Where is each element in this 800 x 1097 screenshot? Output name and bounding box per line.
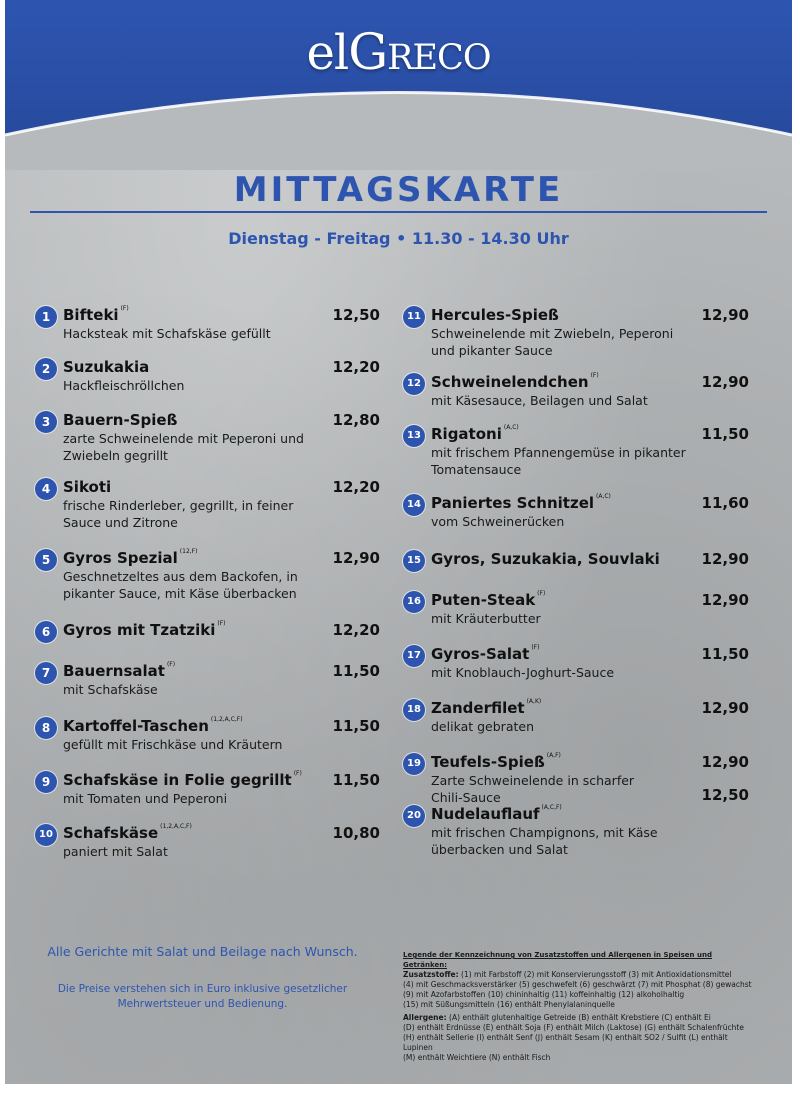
item-description bbox=[431, 610, 541, 627]
item-number-badge: 11 bbox=[403, 306, 425, 328]
title-divider bbox=[30, 211, 767, 213]
item-name bbox=[431, 591, 545, 609]
item-price: 11,50 bbox=[332, 717, 380, 735]
item-name-text: Schafskäse in Folie gegrillt bbox=[63, 771, 292, 789]
item-price: 11,50 bbox=[701, 425, 749, 443]
description-line: Schweinelende mit Zwiebeln, Peperoni bbox=[431, 326, 674, 341]
item-price: 12,50 bbox=[701, 786, 749, 804]
additives-label: Zusatzstoffe: bbox=[403, 970, 459, 979]
allergen-tag: (F) bbox=[166, 661, 176, 668]
menu-page bbox=[5, 0, 792, 1084]
item-name-text: Zanderfilet bbox=[431, 699, 525, 717]
description-line: Zwiebeln gegrillt bbox=[63, 448, 168, 463]
item-number-badge: 7 bbox=[35, 662, 57, 684]
item-name bbox=[63, 478, 111, 496]
item-number-badge: 17 bbox=[403, 645, 425, 667]
item-description bbox=[63, 736, 282, 753]
legend-allergens bbox=[403, 1013, 753, 1063]
description-line: Hackfleischröllchen bbox=[63, 378, 185, 393]
allergen-tag: (F) bbox=[590, 372, 599, 379]
description-line: zarte Schweinelende mit Peperoni und bbox=[63, 431, 304, 446]
item-name bbox=[63, 411, 177, 429]
item-number-badge: 5 bbox=[35, 549, 57, 571]
item-price: 12,20 bbox=[332, 478, 380, 496]
item-number-badge: 12 bbox=[403, 373, 425, 395]
description-line: mit Schafskäse bbox=[63, 682, 158, 697]
item-name bbox=[63, 824, 192, 842]
item-name bbox=[63, 662, 175, 680]
item-number-badge: 15 bbox=[403, 550, 425, 572]
item-name bbox=[431, 425, 519, 443]
item-name-text: Puten-Steak bbox=[431, 591, 536, 609]
item-number-badge: 3 bbox=[35, 411, 57, 433]
item-description bbox=[431, 444, 686, 478]
description-line: mit frischen Champignons, mit Käse bbox=[431, 825, 658, 840]
allergen-tag: (A,F) bbox=[546, 752, 561, 759]
item-name-text: Bifteki bbox=[63, 306, 119, 324]
description-line: mit Kräuterbutter bbox=[431, 611, 541, 626]
allergen-tag: (1,2,A,C,F) bbox=[210, 716, 243, 723]
allergen-tag: (A,C) bbox=[503, 424, 519, 431]
allergen-tag: (F) bbox=[120, 305, 129, 312]
item-number-badge: 16 bbox=[403, 591, 425, 613]
restaurant-logo bbox=[5, 22, 792, 82]
description-line: Geschnetzeltes aus dem Backofen, in bbox=[63, 569, 298, 584]
item-description bbox=[431, 325, 673, 359]
item-description bbox=[63, 681, 158, 698]
logo-el: el bbox=[306, 25, 349, 81]
price-note bbox=[30, 982, 375, 1012]
additives-line: (1) mit Farbstoff (2) mit Konservierungsstoff (3) mit Antioxidationsmittel bbox=[461, 970, 732, 979]
item-price: 12,90 bbox=[701, 306, 749, 324]
price-note-line-2: Mehrwertsteuer und Bedienung. bbox=[117, 998, 288, 1010]
description-line: paniert mit Salat bbox=[63, 844, 168, 859]
item-name-text: Suzukakia bbox=[63, 358, 150, 376]
allergens-label: Allergene: bbox=[403, 1013, 447, 1022]
allergens-line: (D) enthält Erdnüsse (E) enthält Soja (F) enthält Milch (Laktose) (G) enthält Schalenfrüchte bbox=[403, 1023, 744, 1032]
item-number-badge: 18 bbox=[403, 699, 425, 721]
item-name bbox=[63, 358, 149, 376]
item-number-badge: 20 bbox=[403, 805, 425, 827]
additives-line: (9) mit Azofarbstoffen (10) chininhaltig (11) koffeinhaltig (12) alkoholhaltig bbox=[403, 990, 685, 999]
additives-line: (4) mit Geschmacksverstärker (5) geschwefelt (6) geschwärzt (7) mit Phosphat (8) gewachst bbox=[403, 980, 752, 989]
item-price: 11,50 bbox=[332, 771, 380, 789]
allergen-tag: (F) bbox=[217, 620, 226, 627]
description-line: und pikanter Sauce bbox=[431, 343, 553, 358]
item-name-text: Gyros mit Tzatziki bbox=[63, 621, 216, 639]
item-description bbox=[431, 824, 658, 858]
description-line: Hacksteak mit Schafskäse gefüllt bbox=[63, 326, 271, 341]
item-number-badge: 13 bbox=[403, 425, 425, 447]
item-description bbox=[431, 513, 564, 530]
item-number-badge: 10 bbox=[35, 824, 57, 846]
item-name-text: Sikoti bbox=[63, 478, 112, 496]
logo-greco: Greco bbox=[348, 23, 491, 81]
allergen-tag: (A,K) bbox=[526, 698, 542, 705]
description-line: mit Tomaten und Peperoni bbox=[63, 791, 228, 806]
item-number-badge: 9 bbox=[35, 771, 57, 793]
item-name bbox=[431, 494, 611, 512]
description-line: Zarte Schweinelende in scharfer bbox=[431, 773, 635, 788]
item-number-badge: 4 bbox=[35, 478, 57, 500]
allergen-tag: (A,C,F) bbox=[541, 804, 562, 811]
item-name-text: Bauern-Spieß bbox=[63, 411, 178, 429]
item-price: 12,50 bbox=[332, 306, 380, 324]
item-name bbox=[431, 753, 561, 771]
item-price: 12,90 bbox=[332, 549, 380, 567]
description-line: delikat gebraten bbox=[431, 719, 534, 734]
item-name-text: Schafskäse bbox=[63, 824, 159, 842]
item-name-text: Schweinelendchen bbox=[431, 373, 589, 391]
description-line: gefüllt mit Frischkäse und Kräutern bbox=[63, 737, 283, 752]
allergen-tag: (F) bbox=[293, 770, 302, 777]
item-name bbox=[431, 373, 599, 391]
allergens-line: (M) enthält Weichtiere (N) enthält Fisch bbox=[403, 1053, 551, 1062]
item-name bbox=[431, 699, 541, 717]
opening-hours: Dienstag - Freitag • 11.30 - 14.30 Uhr bbox=[228, 229, 569, 248]
allergen-tag: (12,F) bbox=[179, 548, 198, 555]
legend-additives bbox=[403, 970, 753, 1010]
item-name bbox=[431, 645, 539, 663]
item-number-badge: 6 bbox=[35, 621, 57, 643]
item-price: 12,90 bbox=[701, 373, 749, 391]
allergen-tag: (F) bbox=[531, 644, 540, 651]
item-name-text: Kartoffel-Taschen bbox=[63, 717, 209, 735]
additives-line: (15) mit Süßungsmitteln (16) enthält Phenylalaninquelle bbox=[403, 1000, 615, 1009]
item-number-badge: 8 bbox=[35, 717, 57, 739]
item-description bbox=[431, 392, 648, 409]
item-price: 12,90 bbox=[701, 550, 749, 568]
item-price: 11,50 bbox=[332, 662, 380, 680]
description-line: mit frischem Pfannengemüse in pikanter bbox=[431, 445, 686, 460]
item-name-text: Rigatoni bbox=[431, 425, 502, 443]
item-description bbox=[63, 377, 184, 394]
item-name-text: Gyros-Salat bbox=[431, 645, 530, 663]
item-description bbox=[63, 843, 168, 860]
item-description bbox=[431, 772, 634, 806]
item-price: 12,90 bbox=[701, 699, 749, 717]
item-description bbox=[63, 568, 298, 602]
item-name bbox=[431, 306, 559, 324]
item-price: 11,50 bbox=[701, 645, 749, 663]
allergen-tag: (F) bbox=[537, 590, 546, 597]
description-line: überbacken und Salat bbox=[431, 842, 568, 857]
description-line: pikanter Sauce, mit Käse überbacken bbox=[63, 586, 297, 601]
item-description bbox=[63, 325, 271, 342]
item-name bbox=[63, 717, 243, 735]
item-description bbox=[431, 718, 534, 735]
item-number-badge: 2 bbox=[35, 358, 57, 380]
item-name-text: Nudelauflauf bbox=[431, 805, 540, 823]
item-name-text: Paniertes Schnitzel bbox=[431, 494, 595, 512]
item-price: 12,20 bbox=[332, 358, 380, 376]
item-price: 10,80 bbox=[332, 824, 380, 842]
item-price: 12,90 bbox=[701, 753, 749, 771]
item-price: 12,90 bbox=[701, 591, 749, 609]
description-line: Sauce und Zitrone bbox=[63, 515, 178, 530]
item-name-text: Hercules-Spieß bbox=[431, 306, 559, 324]
item-name bbox=[63, 771, 302, 789]
item-price: 12,20 bbox=[332, 621, 380, 639]
item-description bbox=[431, 664, 614, 681]
allergens-line: (H) enthält Sellerie (I) enthält Senf (J) enthält Sesam (K) enthält SO2 / Sulfit (L) enthält Lupinen bbox=[403, 1033, 728, 1052]
description-line: frische Rinderleber, gegrillt, in feiner bbox=[63, 498, 294, 513]
page-title: MITTAGSKARTE bbox=[233, 170, 564, 210]
description-line: mit Knoblauch-Joghurt-Sauce bbox=[431, 665, 615, 680]
item-number-badge: 1 bbox=[35, 306, 57, 328]
legend-heading: Legende der Kennzeichnung von Zusatzstoffen und Allergenen in Speisen und Getränken: bbox=[403, 951, 712, 969]
item-description bbox=[63, 430, 304, 464]
item-name bbox=[431, 805, 562, 823]
item-number-badge: 14 bbox=[403, 494, 425, 516]
item-name-text: Bauernsalat bbox=[63, 662, 165, 680]
description-line: mit Käsesauce, Beilagen und Salat bbox=[431, 393, 648, 408]
item-description bbox=[63, 497, 293, 531]
item-name-text: Teufels-Spieß bbox=[431, 753, 545, 771]
allergen-tag: (A,C) bbox=[596, 493, 611, 500]
item-description bbox=[63, 790, 227, 807]
footer-notes bbox=[30, 944, 375, 1010]
item-name bbox=[63, 549, 197, 567]
item-number-badge: 19 bbox=[403, 753, 425, 775]
item-name bbox=[63, 306, 129, 324]
allergens-line: (A) enthält glutenhaltige Getreide (B) enthält Krebstiere (C) enthält Ei bbox=[449, 1013, 711, 1022]
side-dish-note: Alle Gerichte mit Salat und Beilage nach Wunsch. bbox=[47, 944, 358, 959]
price-note-line-1: Die Preise verstehen sich in Euro inklusive gesetzlicher bbox=[57, 983, 348, 995]
allergen-tag: (1,2,A,C,F) bbox=[160, 823, 192, 830]
description-line: Tomatensauce bbox=[431, 462, 522, 477]
item-price: 12,80 bbox=[332, 411, 380, 429]
item-name-text: Gyros, Suzukakia, Souvlaki bbox=[431, 550, 660, 568]
item-name bbox=[431, 550, 660, 568]
item-name-text: Gyros Spezial bbox=[63, 549, 178, 567]
description-line: vom Schweinerücken bbox=[431, 514, 565, 529]
item-name bbox=[63, 621, 226, 639]
description-line: Chili-Sauce bbox=[431, 790, 501, 805]
item-price: 11,60 bbox=[701, 494, 749, 512]
